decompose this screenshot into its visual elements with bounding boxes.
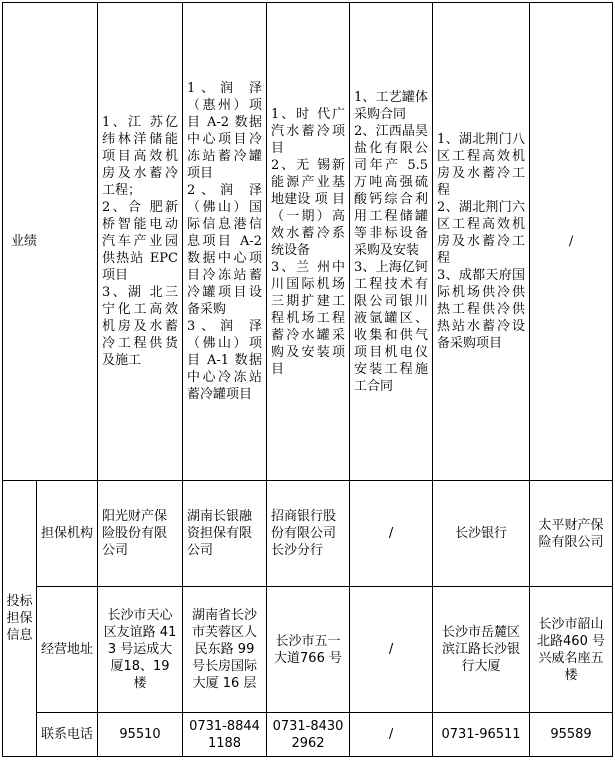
- performance-label: 业绩: [3, 3, 98, 481]
- performance-cell: 1、江 苏亿纬林洋储能项目高效机房及水蓄冷工程； 2、合 肥新桥智能电动汽车产业园供热站 EPC 项目 3、湖 北三宁化工高效机房及水蓄冷工程供货及施工: [98, 3, 183, 481]
- phone-label: 联系电话: [37, 713, 98, 757]
- performance-cell: 1、润 泽（惠州）项目 A-2 数据中心项目冷冻站蓄冷罐项目 2、润 泽（佛山）国际信息港信息项目 A-2 数据中心项目冷冻站蓄冷罐项目设备采购 3、润 泽（佛山）项目 A-1 数据中心冷冻站蓄冷罐项目: [183, 3, 267, 481]
- bid-info-document: [2, 2, 613, 757]
- bid-info-table: [2, 2, 613, 757]
- guarantor-cell: 阳光财产保险股份有限公司: [98, 481, 183, 587]
- phone-cell: /: [350, 713, 433, 757]
- phone-cell: 0731-84302962: [267, 713, 350, 757]
- address-label: 经营地址: [37, 587, 98, 713]
- performance-cell: /: [530, 3, 613, 481]
- guarantee-info-label: 投标担保信息: [3, 481, 37, 757]
- phone-cell: 0731-88441188: [183, 713, 267, 757]
- address-cell: 湖南省长沙市芙蓉区人民东路 99 号长房国际大厦 16 层: [183, 587, 267, 713]
- guarantor-label: 担保机构: [37, 481, 98, 587]
- phone-cell: 0731-96511: [433, 713, 530, 757]
- address-row: [3, 587, 613, 713]
- address-cell: 长沙市五一大道766 号: [267, 587, 350, 713]
- phone-cell: 95589: [530, 713, 613, 757]
- address-cell: 长沙市天心区友谊路 413 号运成大厦18、19 楼: [98, 587, 183, 713]
- guarantor-row: [3, 481, 613, 587]
- performance-cell: 1、湖北荆门八区工程高效机房及水蓄冷工程 2、湖北荆门六区工程高效机房及水蓄冷工程 3、成都天府国际机场供冷供热工程供冷供热站水蓄冷设备采购项目: [433, 3, 530, 481]
- phone-cell: 95510: [98, 713, 183, 757]
- guarantor-cell: 招商银行股份有限公司长沙分行: [267, 481, 350, 587]
- guarantor-cell: 湖南长银融资担保有限公司: [183, 481, 267, 587]
- address-cell: /: [350, 587, 433, 713]
- address-cell: 长沙市岳麓区滨江路长沙银行大厦: [433, 587, 530, 713]
- performance-cell: 1、工艺罐体采购合同 2、江西晶昊盐化有限公司年产 5.5 万吨高强硫酸钙综合利用工程储罐等非标设备采购及安装 3、上海亿钶工程技术有限公司银川液氩罐区、收集和供气项目机电仪安装工程施工合同: [350, 3, 433, 481]
- guarantor-cell: 长沙银行: [433, 481, 530, 587]
- performance-row: [3, 3, 613, 481]
- guarantor-cell: 太平财产保险有限公司: [530, 481, 613, 587]
- guarantor-cell: /: [350, 481, 433, 587]
- performance-cell: 1、时 代广汽水蓄冷项目 2、无 锡新能源产业基地建设 项 目（一期）高效水蓄冷系统设备 3、兰 州中川国际机场三期扩建工程机场工程蓄冷水罐采购及安装项目: [267, 3, 350, 481]
- phone-row: [3, 713, 613, 757]
- address-cell: 长沙市韶山北路460 号兴威名座五楼: [530, 587, 613, 713]
